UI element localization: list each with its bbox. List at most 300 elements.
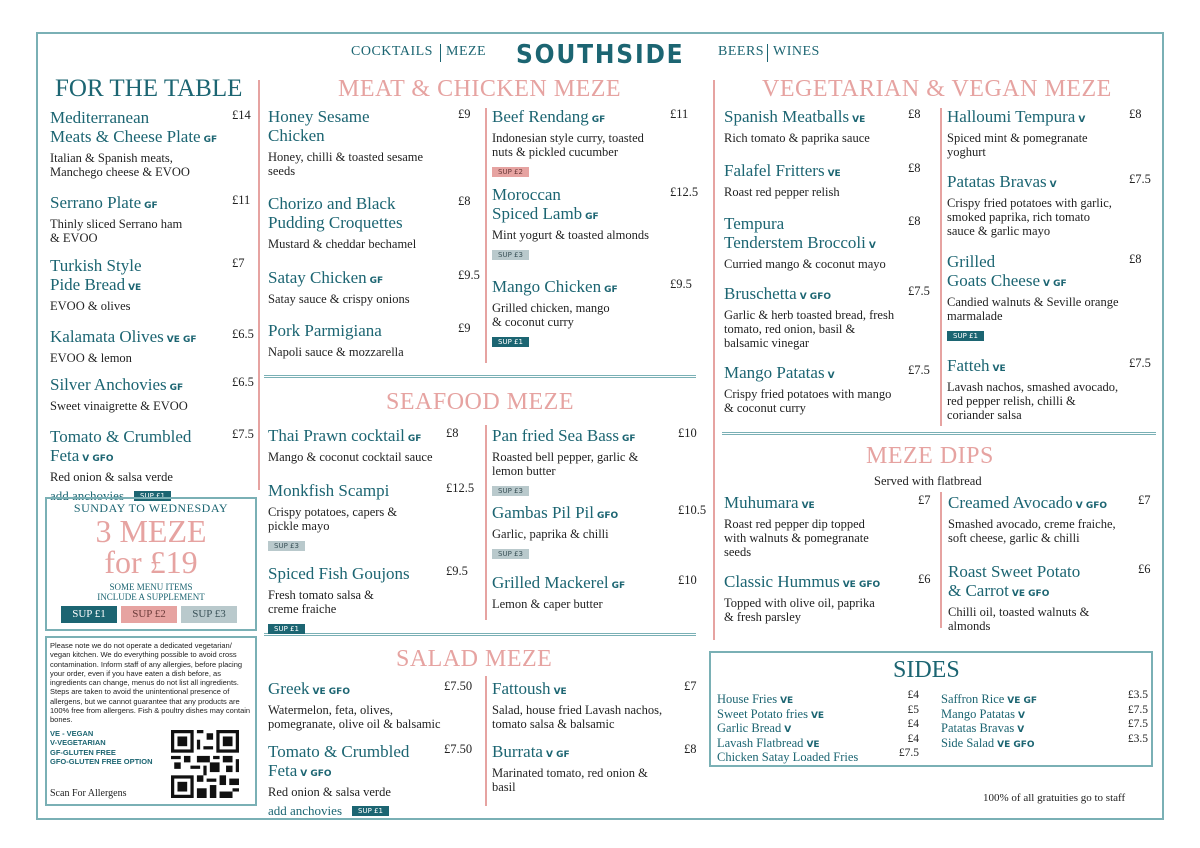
- dip-item[interactable]: [724, 572, 934, 624]
- description-line: Grilled chicken, mango: [492, 301, 610, 315]
- seafood-item[interactable]: [268, 426, 478, 464]
- column-divider: [940, 492, 942, 628]
- item-description: [724, 257, 934, 271]
- description-line: seeds: [268, 164, 296, 178]
- seafood-item[interactable]: [268, 564, 478, 635]
- item-name-text: Burrata: [492, 742, 543, 761]
- supplement-badge: SUP £2: [492, 167, 529, 177]
- item-name: [947, 172, 1157, 195]
- sup-1-badge: SUP £1: [61, 606, 117, 623]
- item-price: £9.5: [670, 277, 692, 291]
- item-name-text: Turkish Style: [50, 256, 142, 275]
- item-name: [492, 204, 702, 227]
- item-price: £9: [458, 321, 471, 335]
- item-description: [492, 228, 702, 242]
- item-name-text: Tomato & Crumbled: [268, 742, 410, 761]
- item-name: [50, 127, 250, 150]
- salad-item[interactable]: [492, 742, 702, 794]
- description-line: Garlic, paprika & chilli: [492, 527, 609, 541]
- section-divider: [264, 375, 696, 378]
- item-name-text: Moroccan: [492, 185, 561, 204]
- dietary-tag: VE GFO: [997, 739, 1035, 750]
- item-name-text: Roast Sweet Potato: [948, 562, 1081, 581]
- meat-item[interactable]: [492, 185, 702, 261]
- item-name: [948, 581, 1158, 604]
- item-name-text: Satay Chicken: [268, 268, 367, 287]
- for-the-table-heading: FOR THE TABLE: [55, 75, 243, 102]
- table-item[interactable]: [50, 108, 250, 179]
- description-line: Fresh tomato salsa &: [268, 588, 374, 602]
- item-name-text: Kalamata Olives: [50, 327, 164, 346]
- veg-item[interactable]: [947, 172, 1157, 238]
- item-description: [50, 399, 250, 413]
- deal-note: INCLUDE A SUPPLEMENT: [97, 592, 205, 602]
- item-name-text: Grilled: [947, 252, 996, 271]
- description-line: smoked paprika, rich tomato: [947, 210, 1091, 224]
- salad-heading: SALAD MEZE: [396, 646, 553, 672]
- item-name-text: Creamed Avocado: [948, 493, 1073, 512]
- side-item[interactable]: [717, 746, 919, 764]
- item-price: £7.50: [444, 679, 473, 693]
- dietary-tag: GF: [604, 285, 618, 295]
- side-item[interactable]: [941, 703, 1148, 721]
- supplement-badge: SUP £3: [492, 250, 529, 260]
- item-description: [50, 151, 250, 179]
- salad-item[interactable]: [268, 742, 478, 819]
- salad-item[interactable]: [492, 679, 702, 731]
- allergy-key-gfo: GFO-GLUTEN FREE OPTION: [50, 757, 153, 767]
- dietary-tag: VE: [852, 115, 866, 125]
- description-line: Italian & Spanish meats,: [50, 151, 173, 165]
- item-price: £8: [908, 107, 921, 121]
- item-name: [268, 321, 478, 344]
- dietary-tag: VE: [128, 283, 142, 293]
- description-line: Red onion & salsa verde: [50, 470, 173, 484]
- supplement-badge: SUP £1: [268, 624, 305, 634]
- dietary-tag: GF: [622, 434, 636, 444]
- nav-wines-link[interactable]: WINES: [773, 44, 820, 59]
- item-price: £7: [1138, 493, 1151, 507]
- item-price: £6: [1138, 562, 1151, 576]
- side-item[interactable]: [941, 717, 1148, 735]
- item-price: £9.5: [446, 564, 468, 578]
- item-description: [724, 185, 934, 199]
- item-name-text: Pan fried Sea Bass: [492, 426, 620, 445]
- item-description: [947, 131, 1157, 159]
- item-name: [947, 356, 1157, 379]
- side-item[interactable]: [717, 717, 919, 735]
- veg-item[interactable]: [724, 284, 934, 350]
- dietary-tag: V: [827, 371, 835, 381]
- side-price: £7.5: [1127, 718, 1148, 730]
- item-description: [268, 505, 478, 533]
- dietary-tag: GF: [611, 581, 626, 591]
- description-line: balsamic vinegar: [724, 336, 810, 350]
- item-description: [268, 785, 478, 799]
- item-price: £6.5: [232, 327, 254, 341]
- column-divider: [713, 80, 715, 640]
- item-description: [268, 345, 478, 359]
- item-name: [947, 271, 1157, 294]
- description-line: Roast red pepper dip topped: [724, 517, 865, 531]
- item-name-text: Feta: [268, 761, 298, 780]
- side-price: £3.5: [1127, 732, 1148, 745]
- column-divider: [485, 108, 487, 363]
- dietary-tag: VE: [780, 696, 794, 706]
- item-price: £8: [458, 194, 471, 208]
- side-name: Saffron Rice: [941, 692, 1005, 706]
- allergy-key-gf: GF-GLUTEN FREE: [50, 747, 116, 757]
- description-line: with walnuts & pomegranate: [724, 531, 869, 545]
- dietary-tag: VE: [992, 364, 1006, 374]
- description-line: Crispy potatoes, capers &: [268, 505, 398, 519]
- item-name-text: Grilled Mackerel: [492, 573, 609, 592]
- item-name-text: Mediterranean: [50, 108, 150, 127]
- description-line: Rich tomato & paprika sauce: [724, 131, 870, 145]
- item-name: [268, 213, 478, 236]
- description-line: pickle mayo: [268, 519, 330, 533]
- description-line: seeds: [724, 545, 752, 559]
- side-price: £5: [907, 703, 919, 716]
- side-name: Sweet Potato fries: [717, 706, 808, 721]
- table-item[interactable]: [50, 256, 250, 313]
- side-price: £4: [907, 689, 919, 701]
- description-line: Smashed avocado, creme fraiche,: [948, 517, 1116, 531]
- dietary-tag: VE GF: [166, 335, 197, 345]
- description-line: Spiced mint & pomegranate: [947, 131, 1088, 145]
- supplement-badge: SUP £1: [134, 491, 171, 501]
- description-line: Manchego cheese & EVOO: [50, 165, 190, 179]
- side-name: Chicken Satay Loaded Fries: [717, 750, 859, 764]
- supplement-badge: SUP £3: [492, 486, 529, 496]
- item-description: [268, 237, 478, 251]
- deal-note: SOME MENU ITEMS: [109, 582, 193, 592]
- scan-allergens-label: Scan For Allergens: [50, 788, 127, 799]
- description-line: Curried mango & coconut mayo: [724, 257, 886, 271]
- supplement-badge: SUP £1: [492, 337, 529, 347]
- salad-item[interactable]: [268, 679, 478, 731]
- description-line: Watermelon, feta, olives,: [268, 703, 393, 717]
- table-item[interactable]: [50, 193, 250, 245]
- item-name-text: Honey Sesame: [268, 107, 370, 126]
- dietary-tag: GF: [144, 201, 158, 211]
- item-name: [50, 375, 250, 398]
- side-price: £7.5: [898, 747, 919, 759]
- brand-logo: SOUTHSIDE: [516, 40, 685, 70]
- dip-item[interactable]: [948, 562, 1158, 633]
- description-line: Candied walnuts & Seville orange: [947, 295, 1119, 309]
- dietary-tag: GF: [585, 212, 599, 222]
- supplement-badge: SUP £3: [492, 549, 529, 559]
- item-name: [492, 503, 702, 526]
- item-price: £7.5: [908, 363, 930, 377]
- dietary-tag: V: [868, 241, 876, 251]
- item-description: [724, 387, 934, 415]
- item-description: [492, 703, 702, 731]
- side-name: Lavash Flatbread: [717, 735, 804, 750]
- description-line: tomato, red onion, basil &: [724, 322, 856, 336]
- item-description: [948, 517, 1158, 545]
- item-description: [492, 527, 702, 541]
- item-name: [724, 107, 934, 130]
- description-line: soft cheese, garlic & chilli: [948, 531, 1080, 545]
- item-description: [724, 596, 934, 624]
- description-line: Lemon & caper butter: [492, 597, 603, 611]
- item-price: £7.5: [1129, 356, 1151, 370]
- item-name-text: Pide Bread: [50, 275, 126, 294]
- description-line: Honey, chilli & toasted sesame: [268, 150, 424, 164]
- side-price: £3.5: [1127, 689, 1148, 701]
- item-name-text: Thai Prawn cocktail: [268, 426, 405, 445]
- allergen-qr-code[interactable]: [171, 730, 239, 798]
- veg-item[interactable]: [724, 214, 934, 271]
- item-name: [724, 233, 934, 256]
- item-description: [268, 588, 478, 616]
- item-price: £7: [918, 493, 931, 507]
- seafood-item[interactable]: [268, 481, 478, 552]
- item-name-text: Chicken: [268, 126, 325, 145]
- description-line: EVOO & olives: [50, 299, 131, 313]
- description-line: EVOO & lemon: [50, 351, 132, 365]
- allergy-key-v: V-VEGETARIAN: [50, 738, 106, 748]
- description-line: Thinly sliced Serrano ham: [50, 217, 183, 231]
- item-price: £7: [232, 256, 245, 270]
- item-description: [724, 517, 934, 559]
- meat-item[interactable]: [268, 107, 478, 178]
- side-item[interactable]: [717, 688, 919, 706]
- item-name-text: Patatas Bravas: [947, 172, 1047, 191]
- description-line: Chilli oil, toasted walnuts &: [948, 605, 1090, 619]
- item-description: [947, 295, 1157, 323]
- column-divider: [940, 108, 942, 426]
- gratuity-note: 100% of all gratuities go to staff: [983, 792, 1126, 804]
- veg-item[interactable]: [724, 161, 934, 199]
- item-name-text: Monkfish Scampi: [268, 481, 390, 500]
- description-line: tomato salsa & balsamic: [492, 717, 615, 731]
- item-price: £6.5: [232, 375, 254, 389]
- dietary-tag: VE GFO: [842, 580, 881, 590]
- item-name-text: Halloumi Tempura: [947, 107, 1076, 126]
- column-divider: [258, 80, 260, 490]
- table-item[interactable]: [50, 375, 254, 413]
- item-description: [268, 292, 478, 306]
- nav-meze-link[interactable]: MEZE: [446, 44, 487, 59]
- dip-item[interactable]: [948, 493, 1158, 545]
- supplement-badge: SUP £3: [268, 541, 305, 551]
- item-name: [724, 572, 934, 595]
- side-name: Mango Patatas: [941, 706, 1015, 721]
- item-price: £12.5: [670, 185, 699, 199]
- add-on-label: add anchovies: [50, 488, 125, 503]
- description-line: Garlic & herb toasted bread, fresh: [724, 308, 895, 322]
- dietary-tag: VE: [801, 501, 815, 511]
- item-name: [724, 214, 934, 233]
- side-price: £7.5: [1127, 703, 1148, 716]
- item-name-text: Silver Anchovies: [50, 375, 167, 394]
- side-item[interactable]: [941, 732, 1148, 750]
- item-price: £7.5: [232, 427, 254, 441]
- dietary-tag: V GF: [1043, 279, 1067, 289]
- item-description: [492, 301, 702, 329]
- sup-3-badge: SUP £3: [181, 606, 237, 623]
- item-name-text: Pudding Croquettes: [268, 213, 403, 232]
- item-description: [50, 299, 250, 313]
- item-price: £8: [446, 426, 459, 440]
- side-name: Side Salad: [941, 735, 995, 750]
- item-name-text: Falafel Fritters: [724, 161, 825, 180]
- description-line: creme fraiche: [268, 602, 337, 616]
- item-name-text: Spanish Meatballs: [724, 107, 850, 126]
- item-name: [268, 194, 478, 213]
- side-item[interactable]: [717, 703, 919, 721]
- item-description: [947, 196, 1157, 238]
- item-name-text: Pork Parmigiana: [268, 321, 382, 340]
- sides-heading: SIDES: [893, 657, 960, 683]
- dietary-tag: GF: [203, 135, 218, 145]
- side-name: Garlic Bread: [717, 721, 782, 735]
- dietary-tag: V: [1078, 115, 1086, 125]
- description-line: basil: [492, 780, 516, 794]
- item-price: £11: [670, 107, 689, 121]
- seafood-item[interactable]: [492, 503, 707, 560]
- item-name-text: Spiced Fish Goujons: [268, 564, 410, 583]
- dietary-tag: V: [784, 725, 792, 735]
- item-name: [724, 493, 934, 516]
- side-price: £4: [907, 718, 919, 730]
- item-name: [50, 108, 250, 127]
- nav-divider: [440, 44, 441, 62]
- item-name-text: Muhumara: [724, 493, 799, 512]
- item-name: [50, 256, 250, 275]
- veg-item[interactable]: [724, 107, 934, 145]
- item-price: £9.5: [458, 268, 480, 282]
- allergy-key-ve: VE - VEGAN: [50, 728, 94, 738]
- item-price: £10.5: [678, 503, 707, 517]
- seafood-item[interactable]: [492, 426, 702, 497]
- item-description: [268, 703, 478, 731]
- item-name-text: & Carrot: [948, 581, 1009, 600]
- item-description: [50, 351, 250, 365]
- description-line: Salad, house fried Lavash nachos,: [492, 703, 663, 717]
- description-line: Crispy fried potatoes with mango: [724, 387, 892, 401]
- item-description: [492, 131, 702, 159]
- dietary-tag: V GFO: [799, 292, 831, 302]
- description-line: pomegranate, olive oil & balsamic: [268, 717, 441, 731]
- description-line: & coconut curry: [724, 401, 806, 415]
- item-description: [492, 597, 702, 611]
- description-line: & EVOO: [50, 231, 98, 245]
- item-name-text: Gambas Pil Pil: [492, 503, 595, 522]
- item-name-text: Meats & Cheese Plate: [50, 127, 201, 146]
- veg-item[interactable]: [724, 363, 934, 415]
- dietary-tag: GF: [407, 434, 422, 444]
- item-name: [268, 268, 478, 291]
- side-item[interactable]: [941, 688, 1148, 706]
- item-name: [724, 284, 934, 307]
- supplement-badge: SUP £1: [947, 331, 984, 341]
- item-description: [492, 766, 702, 794]
- description-line: red pepper relish, chilli &: [947, 394, 1076, 408]
- item-price: £9: [458, 107, 471, 121]
- description-line: Napoli sauce & mozzarella: [268, 345, 404, 359]
- section-divider: [722, 432, 1156, 435]
- dietary-tag: V: [1017, 710, 1025, 721]
- item-name: [948, 562, 1158, 581]
- item-name: [492, 742, 702, 765]
- item-description: [50, 470, 250, 484]
- item-name: [492, 573, 702, 596]
- item-name: [724, 363, 934, 386]
- dietary-tag: VE GFO: [312, 687, 350, 697]
- column-divider: [485, 676, 487, 806]
- description-line: yoghurt: [947, 145, 986, 159]
- item-name: [947, 107, 1157, 130]
- meat-item[interactable]: [492, 277, 702, 348]
- seafood-heading: SEAFOOD MEZE: [386, 389, 575, 415]
- description-line: Lavash nachos, smashed avocado,: [947, 380, 1119, 394]
- item-price: £7: [684, 679, 697, 693]
- meze-dips-heading: MEZE DIPS: [866, 443, 994, 469]
- veg-item[interactable]: [947, 252, 1157, 342]
- dietary-tag: VE: [827, 169, 841, 179]
- description-line: Satay sauce & crispy onions: [268, 292, 410, 306]
- item-name-text: Greek: [268, 679, 310, 698]
- nav-cocktails-link[interactable]: COCKTAILS: [351, 44, 433, 59]
- allergy-box: [45, 636, 257, 806]
- nav-beers-link[interactable]: BEERS: [718, 44, 765, 59]
- item-name: [50, 327, 250, 350]
- item-price: £11: [232, 193, 251, 207]
- seafood-item[interactable]: [492, 573, 702, 611]
- description-line: Marinated tomato, red onion &: [492, 766, 648, 780]
- description-line: nuts & pickled cucumber: [492, 145, 619, 159]
- item-name-text: Tenderstem Broccoli: [724, 233, 866, 252]
- meat-item[interactable]: [268, 194, 478, 251]
- supplement-badge: SUP £1: [352, 806, 389, 816]
- item-name: [948, 493, 1158, 516]
- table-item[interactable]: [50, 427, 254, 504]
- item-price: £10: [678, 426, 697, 440]
- table-item[interactable]: [50, 327, 254, 365]
- item-price: £7.50: [444, 742, 473, 756]
- item-description: [50, 217, 250, 245]
- item-price: £8: [1129, 252, 1142, 266]
- item-description: [268, 150, 478, 178]
- side-item[interactable]: [717, 732, 919, 750]
- item-price: £7.5: [1129, 172, 1151, 186]
- meat-item[interactable]: [268, 321, 478, 359]
- dip-item[interactable]: [724, 493, 934, 559]
- item-name-text: Feta: [50, 446, 80, 465]
- item-name: [268, 107, 478, 126]
- description-line: Roast red pepper relish: [724, 185, 840, 199]
- item-name: [50, 275, 250, 298]
- item-name-text: Bruschetta: [724, 284, 797, 303]
- description-line: & coconut curry: [492, 315, 574, 329]
- description-line: Roasted bell pepper, garlic &: [492, 450, 639, 464]
- item-price: £6: [918, 572, 931, 586]
- side-price: £4: [907, 732, 919, 745]
- meat-item[interactable]: [492, 107, 702, 178]
- veg-item[interactable]: [947, 356, 1157, 422]
- item-name-text: Chorizo and Black: [268, 194, 396, 213]
- item-name: [724, 161, 934, 184]
- dietary-tag: VE: [806, 739, 820, 750]
- meat-item[interactable]: [268, 268, 478, 306]
- description-line: coriander salsa: [947, 408, 1022, 422]
- veg-item[interactable]: [947, 107, 1157, 159]
- description-line: & fresh parsley: [724, 610, 802, 624]
